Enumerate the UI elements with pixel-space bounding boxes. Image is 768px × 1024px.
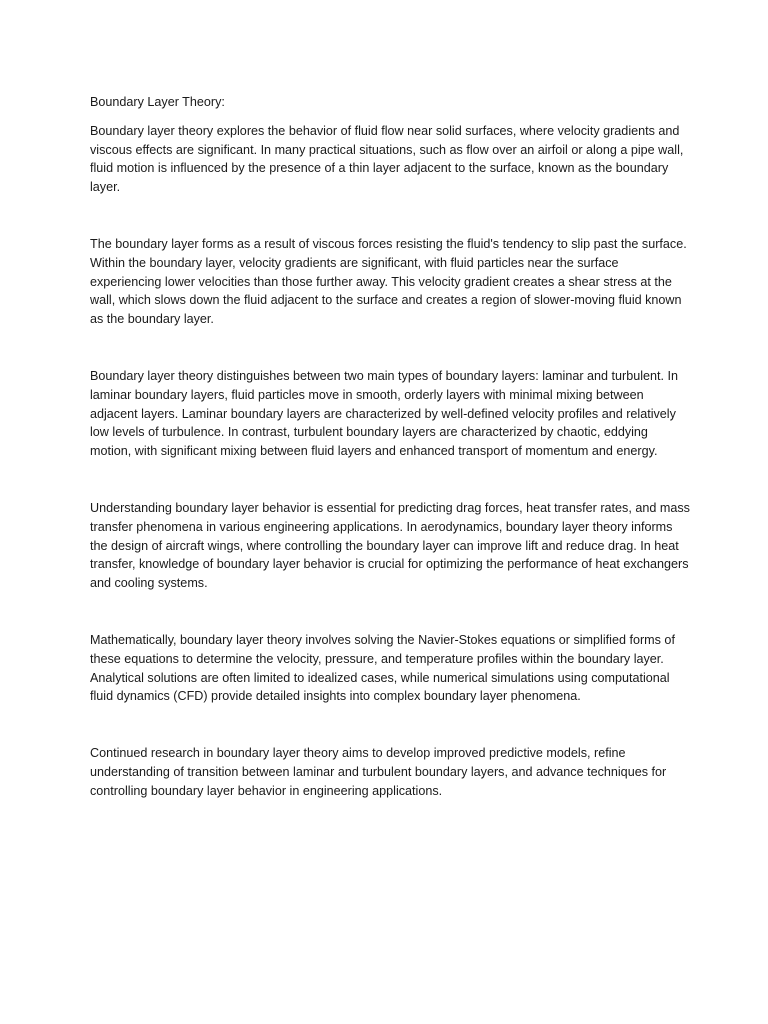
paragraph-types: Boundary layer theory distinguishes between two main types of boundary layers: laminar and turbulent. In laminar boundary layers, fluid particles move in smooth, orderly layers with minimal mixing between adjacent layers. Laminar boundary layers are characterized by well-defined velocity profiles and relatively low levels of turbulence. In contrast, turbulent boundary layers are characterized by chaotic, eddying motion, with significant mixing between fluid layers and enhanced transport of momentum and energy.: [90, 368, 679, 459]
document-page: [90, 93, 690, 839]
paragraph-research: Continued research in boundary layer theory aims to develop improved predictive models, refine understanding of transition between laminar and turbulent boundary layers, and advance techniques for controlling boundary layer behavior in engineering applications.: [90, 746, 667, 798]
document-title: Boundary Layer Theory:: [90, 95, 225, 109]
paragraph-formation: The boundary layer forms as a result of viscous forces resisting the fluid's tendency to slip past the surface. Within the boundary layer, velocity gradients are significant, with fluid particles near the surface experiencing lower velocities than those further away. This velocity gradient creates a shear stress at the wall, which slows down the fluid adjacent to the surface and creates a region of slower-moving fluid known as the boundary layer.: [90, 236, 687, 327]
paragraph-intro: Boundary layer theory explores the behavior of fluid flow near solid surfaces, where velocity gradients and viscous effects are significant. In many practical situations, such as flow over an airfoil or along a pipe wall, fluid motion is influenced by the presence of a thin layer adjacent to the surface, known as the boundary layer.: [90, 123, 684, 195]
paragraph-mathematics: Mathematically, boundary layer theory involves solving the Navier-Stokes equations or simplified forms of these equations to determine the velocity, pressure, and temperature profiles within the boundary layer. Analytical solutions are often limited to idealized cases, while numerical simulations using computational fluid dynamics (CFD) provide detailed insights into complex boundary layer phenomena.: [90, 632, 675, 704]
paragraph-applications: Understanding boundary layer behavior is essential for predicting drag forces, heat transfer rates, and mass transfer phenomena in various engineering applications. In aerodynamics, boundary layer theory informs the design of aircraft wings, where controlling the boundary layer can improve lift and reduce drag. In heat transfer, knowledge of boundary layer behavior is crucial for optimizing the performance of heat exchangers and cooling systems.: [90, 500, 690, 591]
